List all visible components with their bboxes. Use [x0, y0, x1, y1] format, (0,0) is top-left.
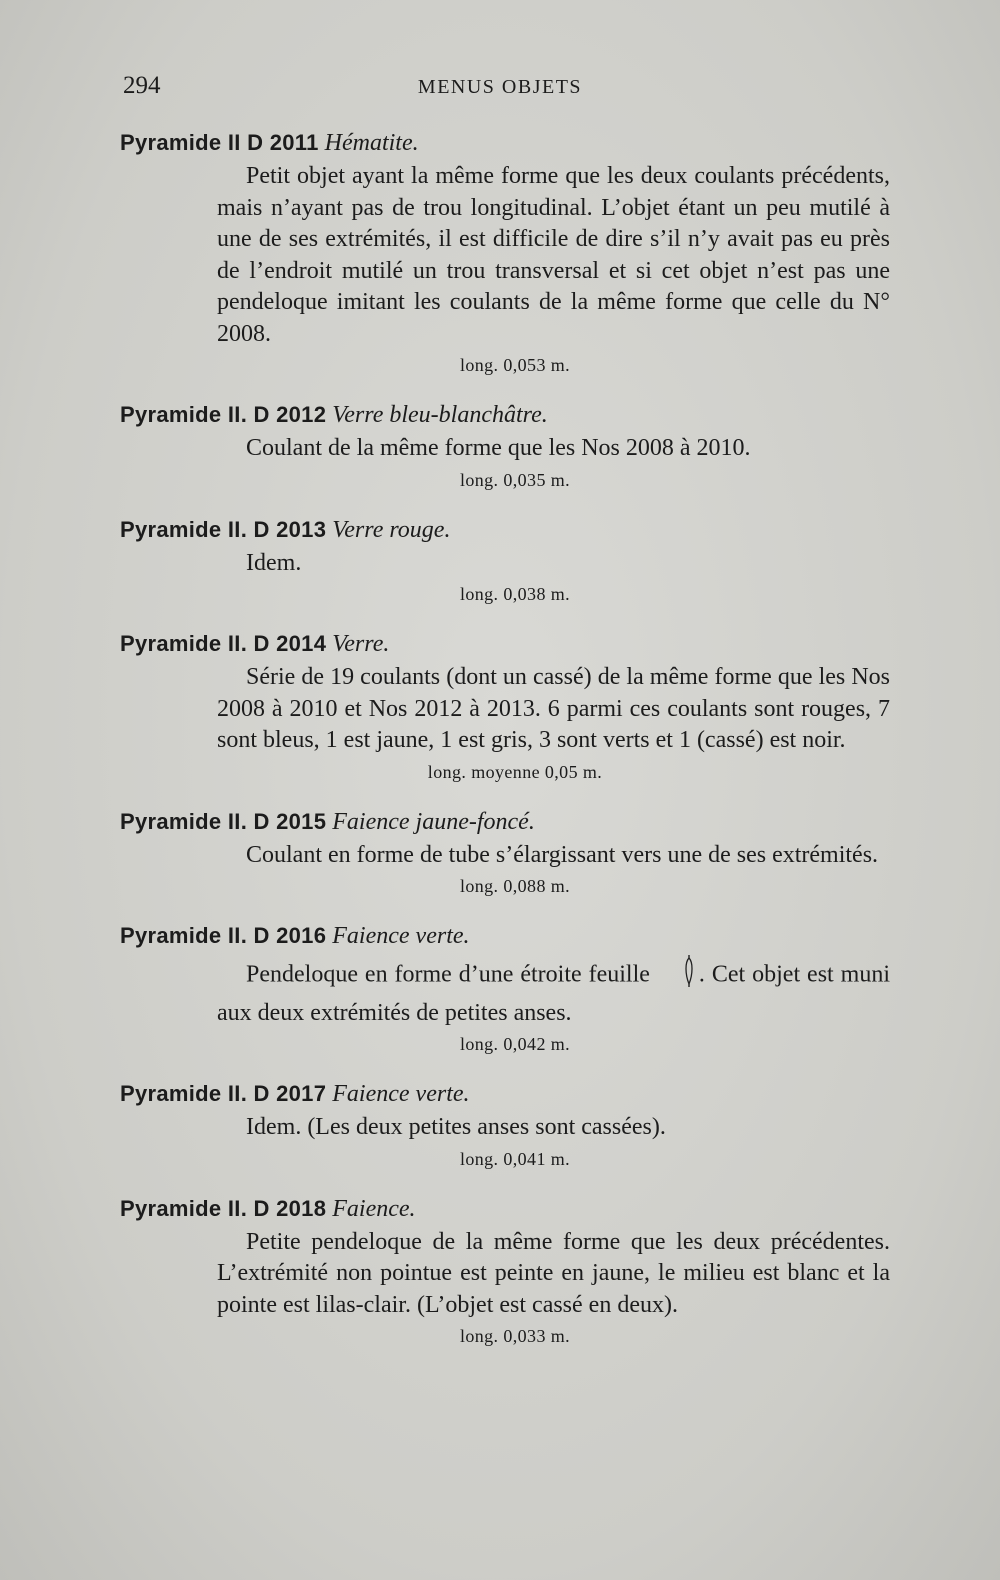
catalog-entry [120, 1194, 890, 1350]
entry-heading [120, 515, 890, 545]
entry-title: Pyramide II D 2011 [120, 130, 319, 155]
entry-measure: long. 0,035 m. [459, 469, 571, 490]
entry-material: Verre. [332, 631, 390, 657]
entry-description: Coulant de la même forme que les Nos 2008 à 2010. [246, 435, 751, 461]
entry-heading [120, 629, 890, 659]
page-number: 294 [123, 72, 161, 99]
entry-heading [120, 921, 890, 951]
entry-heading [120, 1079, 890, 1109]
entry-description: Coulant en forme de tube s’élargissant vers une de ses extrémités. [246, 841, 879, 868]
entry-heading [120, 1194, 890, 1224]
catalog-entry [120, 921, 890, 1057]
entry-title: Pyramide II. D 2017 [120, 1081, 327, 1106]
entry-title: Pyramide II. D 2012 [120, 402, 327, 427]
entry-description-end: . Cet objet est muni aux deux extrémités de petites anses. [217, 961, 890, 1026]
entry-material: Faience verte. [332, 923, 470, 949]
entry-heading [120, 128, 890, 158]
entry-measure: long. 0,042 m. [459, 1034, 571, 1054]
entry-description: Petite pendeloque de la même forme que les deux précédentes. L’extrémité non pointue est peinte en jaune, le milieu est blanc et la pointe est lilas-clair. (L’objet est cassé en deux). [217, 1228, 890, 1318]
entry-material: Hématite. [324, 130, 419, 156]
entry-measure: long. 0,053 m. [459, 355, 571, 375]
catalog-entry [120, 629, 890, 785]
catalog-entry [120, 515, 890, 608]
entry-description: Série de 19 coulants (dont un cassé) de la même forme que les Nos 2008 à 2010 et Nos 2012 à 2013. 6 parmi ces coulants sont rouges, 7 sont bleus, 1 est jaune, 1 est gris, 3 sont verts et 1 (cassé) est noir. [217, 664, 890, 753]
catalog-entry [120, 400, 890, 493]
entry-description: Idem. (Les deux petites anses sont cassées). [246, 1114, 666, 1140]
entry-title: Pyramide II. D 2014 [120, 631, 327, 656]
entry-material: Faience. [332, 1195, 416, 1222]
catalog-entry [120, 128, 890, 378]
entry-measure: long. 0,033 m. [459, 1326, 571, 1346]
entry-title: Pyramide II. D 2018 [120, 1195, 327, 1221]
catalog-entry [120, 807, 890, 900]
entry-heading [120, 807, 890, 837]
entry-material: Faience verte. [332, 1081, 470, 1107]
entry-heading [120, 400, 890, 430]
entry-description: Petit objet ayant la même forme que les deux coulants précédents, mais n’ayant pas de trou longitudinal. L’objet étant un peu mutilé à une de ses extrémités, il est difficile de dire s’il n’y avait pas eu près de l’endroit mutilé un trou transversal et si cet objet n’est pas une pendeloque imitant les coulants de la même forme que celle du N° 2008. [217, 163, 890, 347]
entry-material: Verre bleu-blanchâtre. [332, 402, 548, 428]
entry-material: Verre rouge. [332, 516, 451, 543]
entry-measure: long. moyenne 0,05 m. [427, 761, 603, 782]
entry-measure: long. 0,038 m. [459, 584, 571, 604]
entry-description: Idem. [246, 549, 302, 576]
entry-title: Pyramide II. D 2016 [120, 923, 327, 948]
entry-title: Pyramide II. D 2013 [120, 516, 327, 542]
entry-description-start: Pendeloque en forme d’une étroite feuille [246, 961, 650, 988]
entry-title: Pyramide II. D 2015 [120, 808, 327, 834]
entry-material: Faience jaune-foncé. [332, 808, 535, 835]
catalog-entry [120, 1079, 890, 1172]
catalog-entries [120, 128, 890, 1371]
running-head: MENUS OBJETS [417, 76, 583, 98]
entry-description [120, 954, 890, 1029]
leaf-pendant-icon [654, 954, 695, 998]
entry-measure: long. 0,041 m. [459, 1148, 571, 1169]
entry-measure: long. 0,088 m. [459, 876, 571, 896]
